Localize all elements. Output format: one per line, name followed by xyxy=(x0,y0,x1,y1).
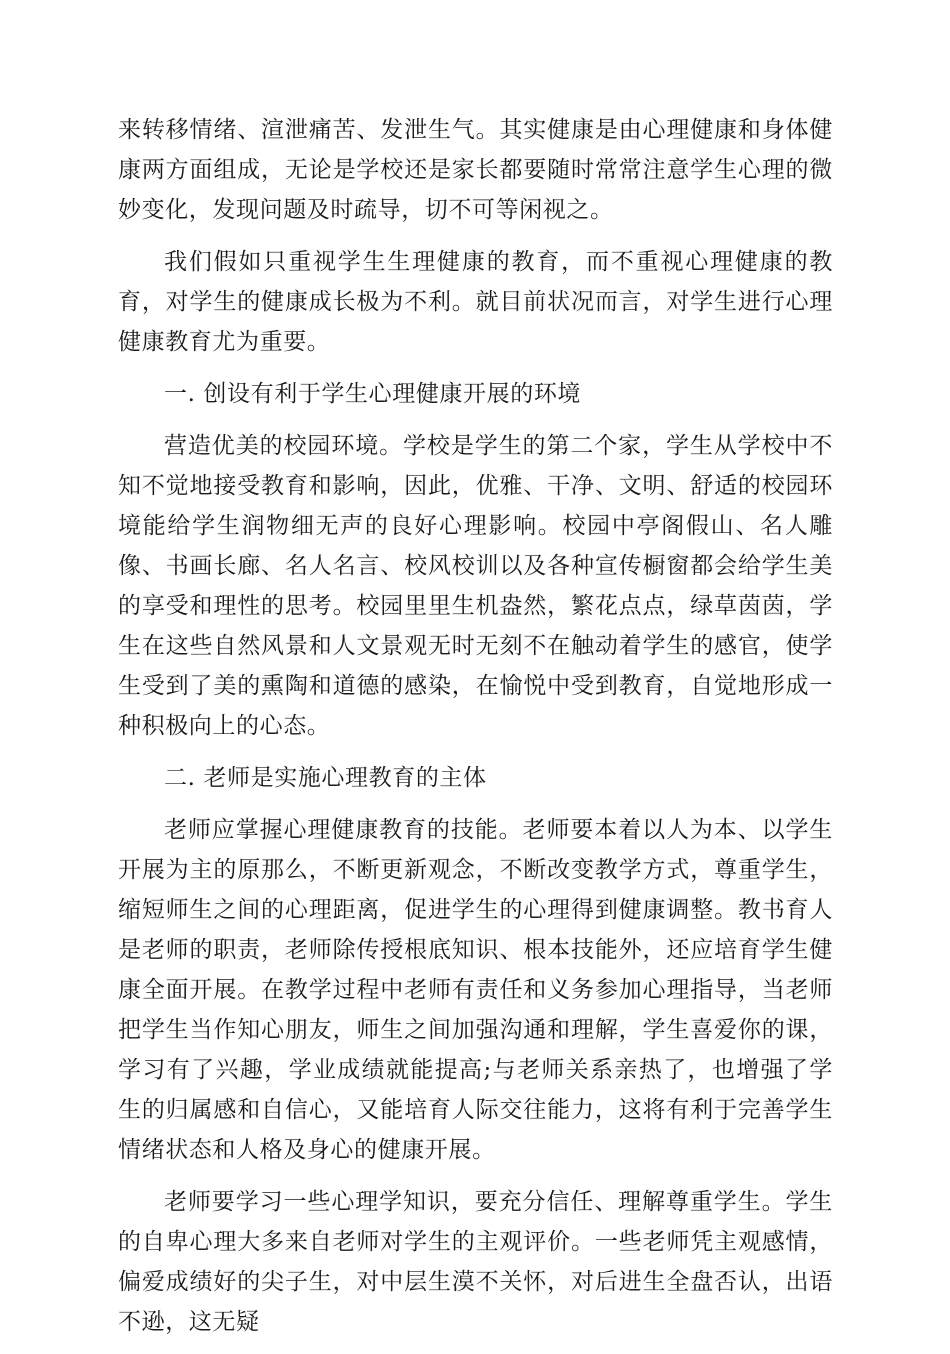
paragraph-campus-environment: 营造优美的校园环境。学校是学生的第二个家，学生从学校中不知不觉地接受教育和影响，因此，优雅、干净、文明、舒适的校园环境能给学生润物细无声的良好心理影响。校园中亭阁假山、名人雕像、书画长廊、名人名言、校风校训以及各种宣传橱窗都会给学生美的享受和理性的思考。校园里里生机盎然，繁花点点，绿草茵茵，学生在这些自然风景和人文景观无时无刻不在触动着学生的感官，使学生受到了美的熏陶和道德的感染，在愉悦中受到教育，自觉地形成一种积极向上的心态。 xyxy=(118,433,833,739)
document-body xyxy=(118,110,833,1354)
paragraph-teacher-knowledge: 老师要学习一些心理学知识，要充分信任、理解尊重学生。学生的自卑心理大多来自老师对学生的主观评价。一些老师凭主观感情，偏爱成绩好的尖子生，对中层生漠不关怀，对后进生全盘否认，出语不逊，这无疑 xyxy=(118,1189,833,1335)
section-heading-1: 一. 创设有利于学生心理健康开展的环境 xyxy=(164,381,582,407)
paragraph-continuation: 来转移情绪、渲泄痛苦、发泄生气。其实健康是由心理健康和身体健康两方面组成，无论是学校还是家长都要随时常常注意学生心理的微妙变化，发现问题及时疏导，切不可等闲视之。 xyxy=(118,117,833,223)
section-heading-2: 二. 老师是实施心理教育的主体 xyxy=(164,765,487,791)
paragraph-importance: 我们假如只重视学生生理健康的教育，而不重视心理健康的教育，对学生的健康成长极为不利。就目前状况而言，对学生进行心理健康教育尤为重要。 xyxy=(118,249,833,355)
paragraph-teacher-skills: 老师应掌握心理健康教育的技能。老师要本着以人为本、以学生开展为主的原那么，不断更新观念，不断改变教学方式，尊重学生，缩短师生之间的心理距离，促进学生的心理得到健康调整。教书育人是老师的职责，老师除传授根底知识、根本技能外，还应培育学生健康全面开展。在教学过程中老师有责任和义务参加心理指导，当老师把学生当作知心朋友，师生之间加强沟通和理解，学生喜爱你的课，学习有了兴趣，学业成绩就能提高;与老师关系亲热了，也增强了学生的归属感和自信心，又能培育人际交往能力，这将有利于完善学生情绪状态和人格及身心的健康开展。 xyxy=(118,817,833,1163)
